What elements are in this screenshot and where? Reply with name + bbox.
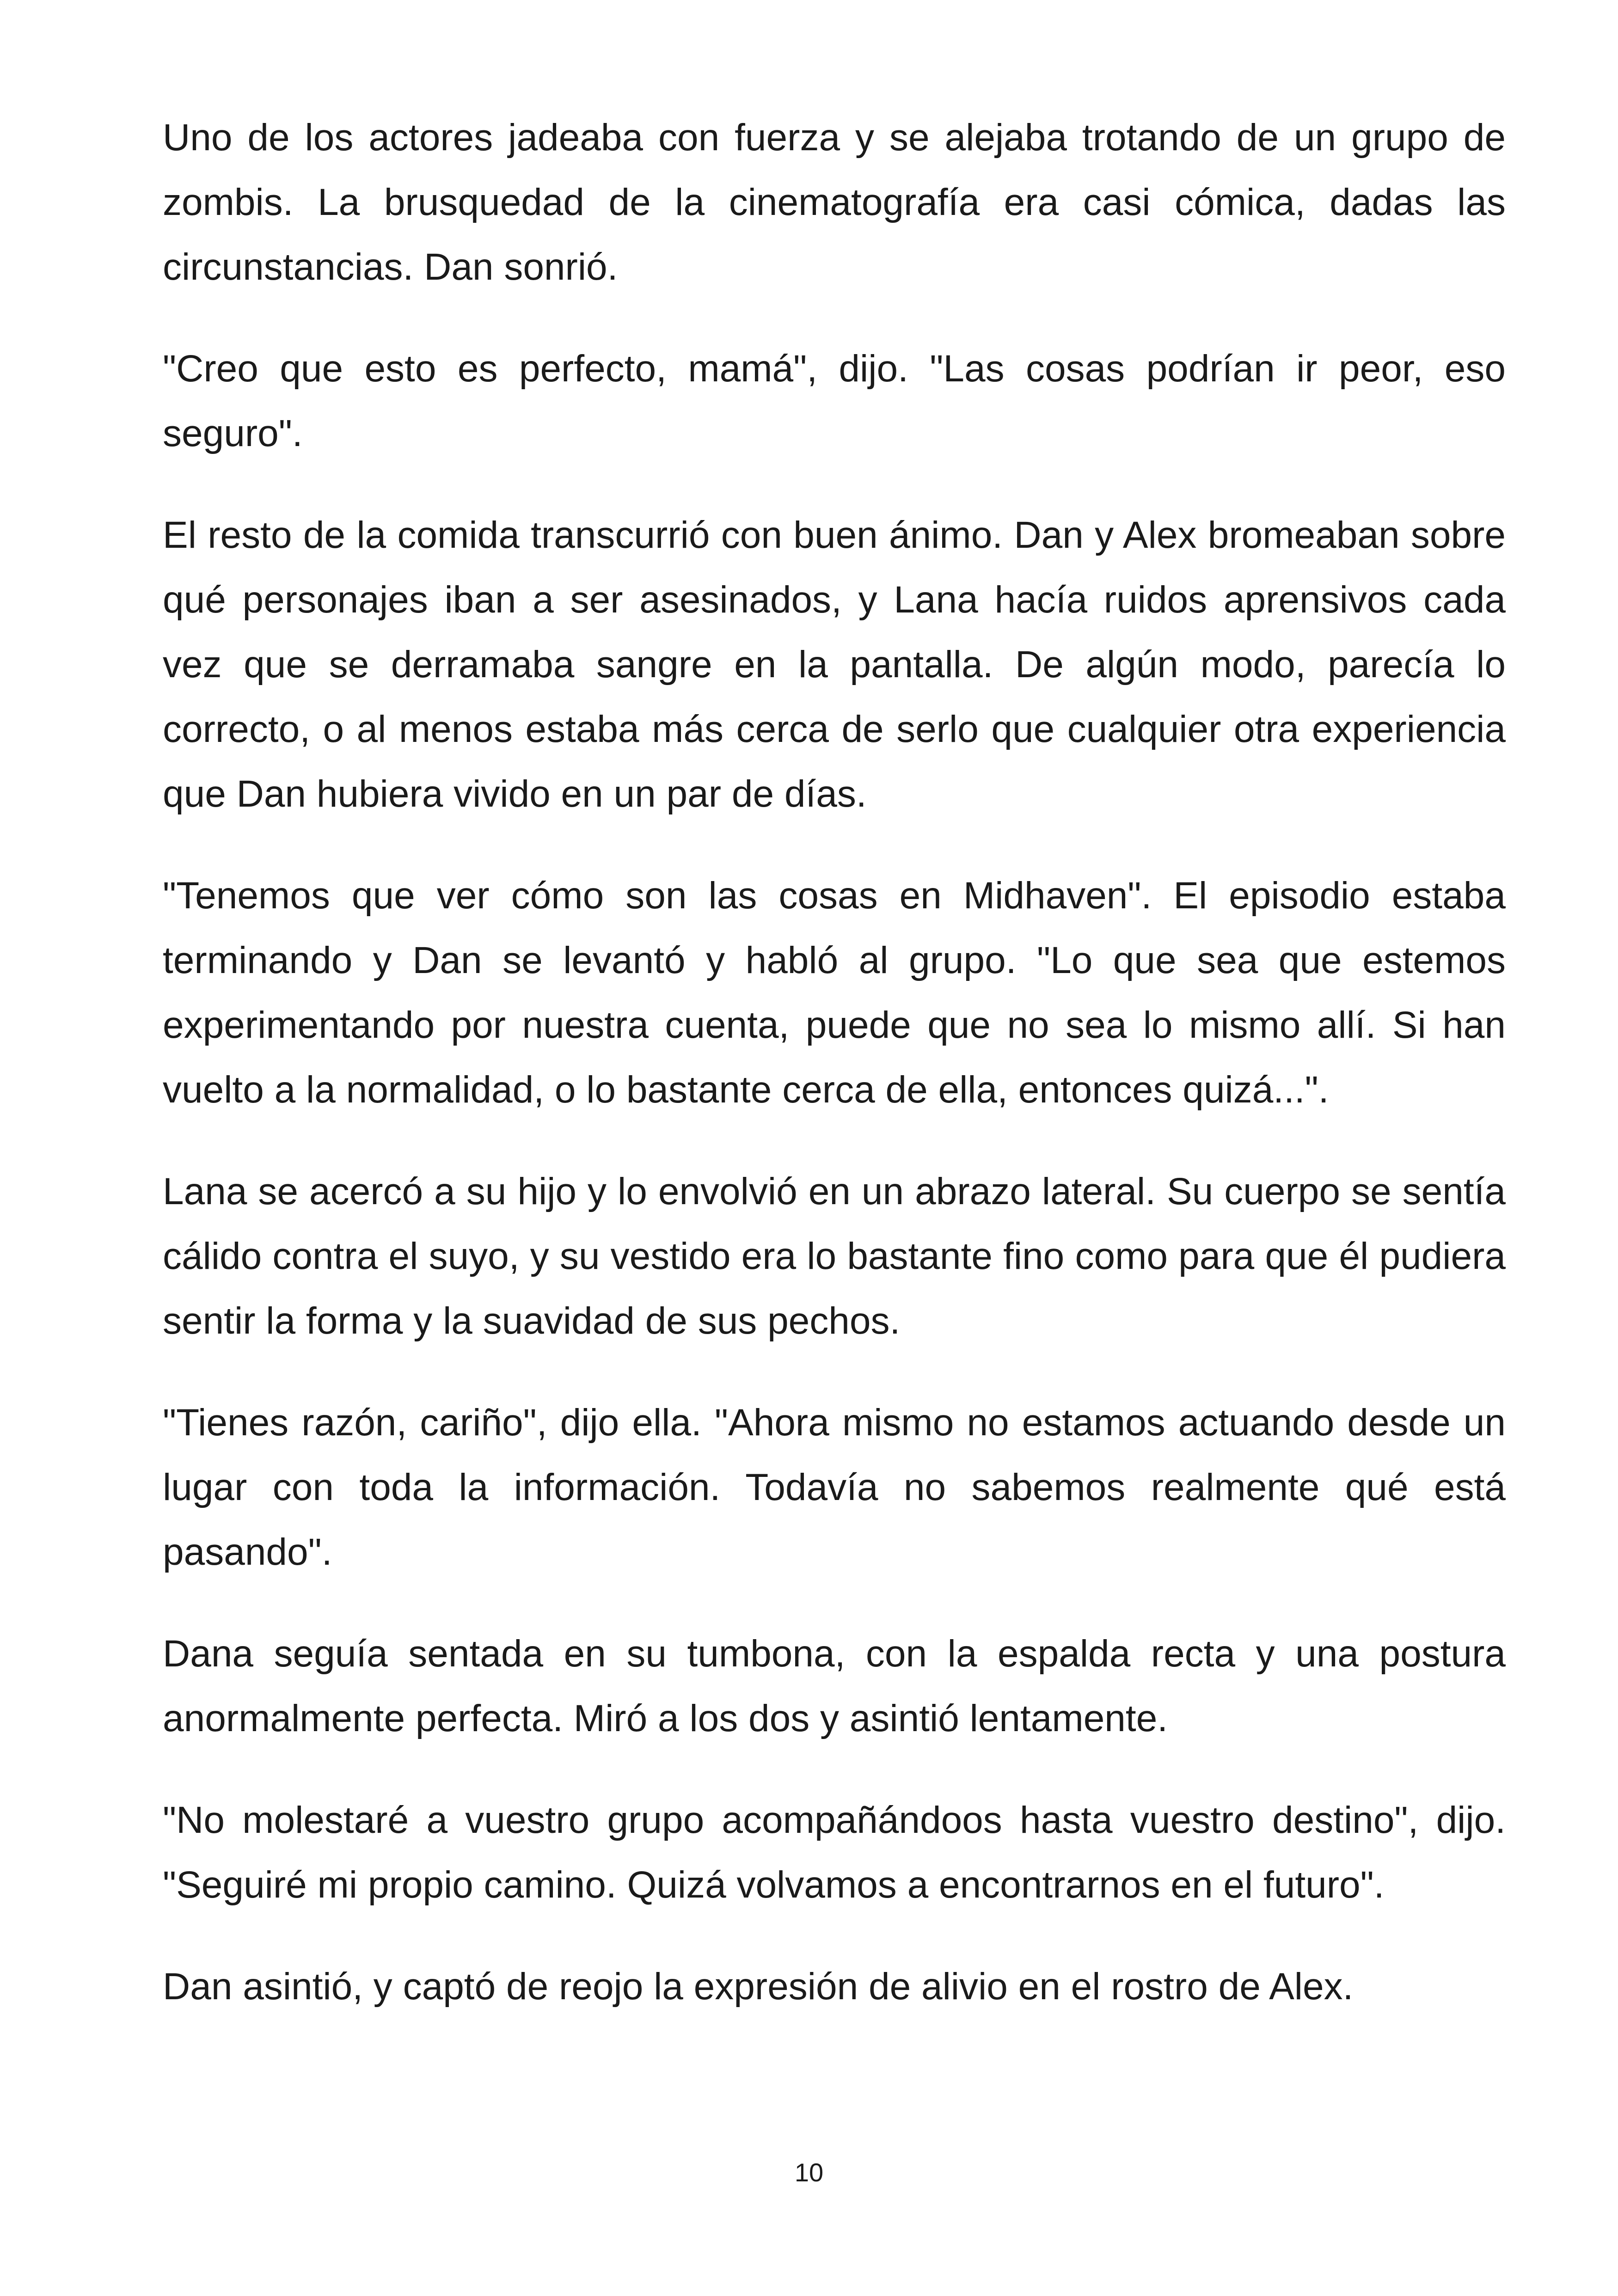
- paragraph-3: El resto de la comida transcurrió con buen ánimo. Dan y Alex bromeaban sobre qué personajes iban a ser asesinados, y Lana hacía ruidos aprensivos cada vez que se derramaba sangre en la pantalla. De algún modo, parecía lo correcto, o al menos estaba más cerca de serlo que cualquier otra experiencia que Dan hubiera vivido en un par de días.: [163, 514, 1506, 815]
- paragraph-1: Uno de los actores jadeaba con fuerza y se alejaba trotando de un grupo de zombis. La brusquedad de la cinematografía era casi cómica, dadas las circunstancias. Dan sonrió.: [163, 116, 1506, 288]
- paragraph-8: "No molestaré a vuestro grupo acompañándoos hasta vuestro destino", dijo. "Seguiré mi propio camino. Quizá volvamos a encontrarnos en el futuro".: [163, 1799, 1506, 1906]
- paragraph-2: "Creo que esto es perfecto, mamá", dijo. "Las cosas podrían ir peor, eso seguro".: [163, 348, 1506, 454]
- paragraph-5: Lana se acercó a su hijo y lo envolvió en un abrazo lateral. Su cuerpo se sentía cálido contra el suyo, y su vestido era lo bastante fino como para que él pudiera sentir la forma y la suavidad de sus pechos.: [163, 1170, 1506, 1342]
- paragraph-4: "Tenemos que ver cómo son las cosas en Midhaven". El episodio estaba terminando y Dan se levantó y habló al grupo. "Lo que sea que estemos experimentando por nuestra cuenta, puede que no sea lo mismo allí. Si han vuelto a la normalidad, o lo bastante cerca de ella, entonces quizá...".: [163, 875, 1506, 1111]
- body-text: [163, 105, 1506, 2056]
- paragraph-6: "Tienes razón, cariño", dijo ella. "Ahora mismo no estamos actuando desde un lugar con toda la información. Todavía no sabemos realmente qué está pasando".: [163, 1402, 1506, 1573]
- paragraph-9: Dan asintió, y captó de reojo la expresión de alivio en el rostro de Alex.: [163, 1965, 1354, 2008]
- page-number: 10: [794, 2158, 824, 2187]
- paragraph-7: Dana seguía sentada en su tumbona, con la espalda recta y una postura anormalmente perfecta. Miró a los dos y asintió lentamente.: [163, 1633, 1506, 1739]
